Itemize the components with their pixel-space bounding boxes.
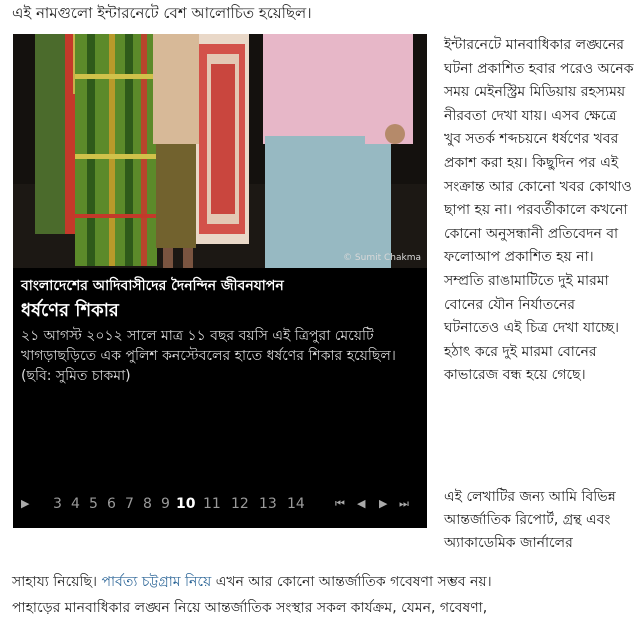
page-link[interactable]: 9: [161, 496, 170, 512]
page-link[interactable]: 12: [231, 496, 249, 512]
caption-subtitle: বাংলাদেশের আদিবাসীদের দৈনন্দিন জীবনযাপন: [21, 278, 284, 294]
page-link[interactable]: 11: [203, 496, 221, 512]
page-link[interactable]: 5: [89, 496, 98, 512]
page-link[interactable]: 4: [71, 496, 80, 512]
photo-illustration: [13, 34, 427, 268]
page-link[interactable]: 14: [287, 496, 305, 512]
page-link[interactable]: 6: [107, 496, 116, 512]
chittagong-hill-tracts-link[interactable]: পার্বত্য চট্টগ্রাম নিয়ে: [101, 574, 212, 590]
page-link[interactable]: 3: [53, 496, 62, 512]
next-icon[interactable]: ▶: [379, 497, 388, 510]
article-text: সাহায্য নিয়েছি।: [12, 574, 102, 590]
page-link-current[interactable]: 10: [176, 496, 196, 512]
page-link[interactable]: 7: [125, 496, 134, 512]
photo-credit: © Sumit Chakma: [343, 253, 421, 263]
caption-description: ২১ আগস্ট ২০১২ সালে মাত্র ১১ বছর বয়সি এই ত্রিপুরা মেয়েটি খাগড়াছড়িতে এক পুলিশ কনস্টেবলের হাতে ধর্ষণের শিকার হয়েছিল। (ছবি: সুমিত চাকমা): [21, 328, 396, 384]
article-paragraph-side: ইন্টারনেটে মানবাধিকার লঙ্ঘনের ঘটনা প্রকাশিত হবার পরেও অনেক সময় মেইনস্ট্রিম মিডিয়ায় রহস্যময় নীরবতা দেখা যায়। এসব ক্ষেত্রে খুব সতর্ক শব্দচয়নে ধর্ষণের খবর প্রকাশ করা হয়। কিছুদিন পর এই সংক্রান্ত আর কোনো খবর কোথাও ছাপা হয় না। পরবর্তীকালে কখনো কোনো অনুসন্ধানী প্রতিবেদন বা ফলোআপ প্রকাশিত হয় না। সম্প্রতি রাঙামাটিতে দুই মারমা বোনের যৌন নির্যাতনের ঘটনাতেও এই চিত্র দেখা যাচ্ছে। হঠাৎ করে দুই মারমা বোনের কাভারেজ বন্ধ হয়ে গেছে।: [444, 37, 634, 384]
previous-icon[interactable]: ◀: [357, 497, 366, 510]
slide-caption: [21, 276, 421, 386]
page-link[interactable]: 13: [259, 496, 277, 512]
article-line: [12, 571, 637, 593]
article-text: এখন আর কোনো আন্তর্জাতিক গবেষণা সম্ভব নয়।: [211, 574, 492, 590]
last-page-icon[interactable]: ⏭: [399, 497, 409, 510]
article-paragraph-side-2: এই লেখাটির জন্য আমি বিভিন্ন আন্তর্জাতিক রিপোর্ট, গ্রন্থ এবং অ্যাকাডেমিক জার্নালের: [444, 489, 616, 551]
play-icon[interactable]: ▶: [21, 497, 30, 510]
photo-slideshow[interactable]: [13, 34, 427, 528]
article-line: পাহাড়ের মানবাধিকার লঙ্ঘন নিয়ে আন্তর্জাতিক সংস্থার সকল কার্যক্রম, যেমন, গবেষণা,: [12, 600, 488, 616]
slideshow-pager: [13, 492, 427, 520]
page-link[interactable]: 8: [143, 496, 152, 512]
slideshow-photo: [13, 34, 427, 268]
first-page-icon[interactable]: ⏮: [335, 497, 345, 510]
caption-title: ধর্ষণের শিকার: [21, 300, 119, 321]
intro-line: এই নামগুলো ইন্টারনেটে বেশ আলোচিত হয়েছিল।: [12, 4, 312, 22]
